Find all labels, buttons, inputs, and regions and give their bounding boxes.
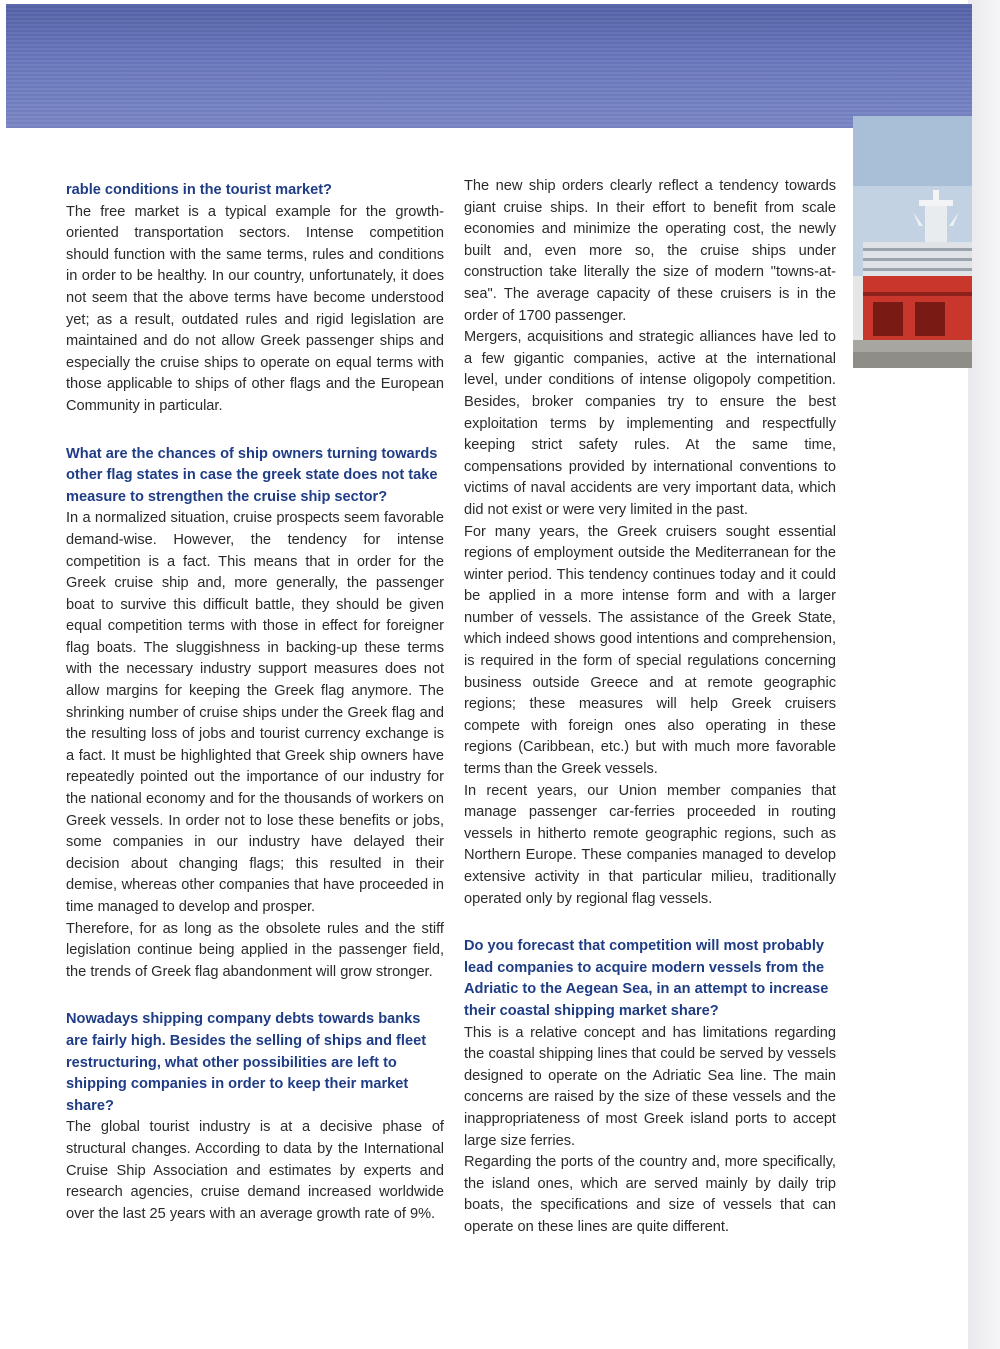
question-heading: Nowadays shipping company debts towards banks are fairly high. Besides the selling of ships and fleet restructuring, what other possibilities are left to shipping companies in order to keep their market share? <box>66 1011 427 1114</box>
spacer <box>66 418 444 444</box>
answer-paragraph: The free market is a typical example for the growth-oriented transportation sectors. Intense competition should function with the same terms, rules and conditions in order to be healthy. In our country, unfortunately, it does not seem that the above terms have become understood yet; as a result, outdated rules and rigid legislation are maintained and do not allow Greek passenger ships and especially the cruise ships to operate on equal terms with those applicable to ships of other flags and the European Community in particular. <box>66 203 444 414</box>
question-heading: What are the chances of ship owners turning towards other flag states in case the greek state does not take measure to strengthen the cruise ship sector? <box>66 445 438 505</box>
cruise-ship-illustration <box>853 116 972 368</box>
answer-paragraph: In a normalized situation, cruise prospects seem favorable demand-wise. However, the tendency for intense competition is a fact. This means that in order for the Greek cruise ship and, more generally, the passenger boat to survive this difficult battle, they should be given equal competition terms with those in effect for foreigner flag boats. The sluggishness in backing-up these terms with the necessary industry support measures does not allow margins for keeping the Greek flag anymore. The shrinking number of cruise ships under the Greek flag and the resulting loss of jobs and tourist currency exchange is a fact. It must be highlighted that Greek ship owners have repeatedly pointed out the importance of our industry for the national economy and for the thousands of workers on Greek vessels. In order not to lose these benefits or jobs, some companies in our industry have delayed their decision about changing flags; this resulted in their demise, whereas other companies that have proceeded in time managed to develop and prosper. <box>66 510 444 915</box>
spacer <box>464 910 836 936</box>
left-column <box>66 180 444 1225</box>
spacer <box>66 983 444 1009</box>
banner-texture <box>6 4 972 128</box>
page-edge <box>968 0 1000 1349</box>
question-heading-continued: rable conditions in the tourist market? <box>66 182 332 198</box>
answer-paragraph: Therefore, for as long as the obsolete rules and the stiff legislation continue being applied in the passenger field, the trends of Greek flag abandonment will grow stronger. <box>66 920 444 980</box>
header-banner <box>6 4 972 128</box>
question-heading: Do you forecast that competition will most probably lead companies to acquire modern vessels from the Adriatic to the Aegean Sea, in an attempt to increase their coastal shipping market share? <box>464 938 829 1019</box>
right-column <box>464 176 836 1239</box>
answer-paragraph: For many years, the Greek cruisers sought essential regions of employment outside the Mediterranean for the winter period. This tendency continues today and it could be applied in a more intense form and with a larger number of vessels. The assistance of the Greek State, which indeed shows good intentions and comprehension, is required in the form of special regulations concerning business outside Greece and at remote geographic regions; these measures will help Greek cruisers compete with foreign ones also operating in these regions (Caribbean, etc.) but with much more favorable terms than the Greek vessels. <box>464 523 836 778</box>
answer-paragraph: The global tourist industry is at a decisive phase of structural changes. According to data by the International Cruise Ship Association and estimates by experts and research agencies, cruise demand increased worldwide over the last 25 years with an average growth rate of 9%. <box>66 1119 444 1222</box>
answer-paragraph: Regarding the ports of the country and, more specifically, the island ones, which are served mainly by daily trip boats, the specifications and size of vessels that can operate on these lines are quite different. <box>464 1154 836 1235</box>
answer-paragraph: Mergers, acquisitions and strategic alliances have led to a few gigantic companies, active at the international level, under conditions of intense oligopoly competition. Besides, broker companies try to ensure the best exploitation terms by implementing and respectfully keeping strict safety rules. At the same time, compensations provided by international conventions to victims of naval accidents are very important data, which did not exist or were very limited in the past. <box>464 329 836 518</box>
answer-paragraph: In recent years, our Union member companies that manage passenger car-ferries proceeded in routing vessels in hitherto remote geographic regions, such as Northern Europe. These companies managed to develop extensive activity in that particular milieu, traditionally operated only by regional flag vessels. <box>464 782 836 907</box>
cruise-ship-photo <box>853 116 972 368</box>
answer-paragraph: The new ship orders clearly reflect a tendency towards giant cruise ships. In their effort to benefit from scale economies and minimize the operating cost, the newly built and, even more so, the cruise ships under construction take literally the size of modern "towns-at-sea". The average capacity of these cruisers is in the order of 1700 passenger. <box>464 178 836 324</box>
answer-paragraph: This is a relative concept and has limitations regarding the coastal shipping lines that could be served by vessels designed to operate on the Adriatic Sea line. The main concerns are raised by the size of these vessels and the inappropriateness of most Greek island ports to accept large size ferries. <box>464 1024 836 1149</box>
